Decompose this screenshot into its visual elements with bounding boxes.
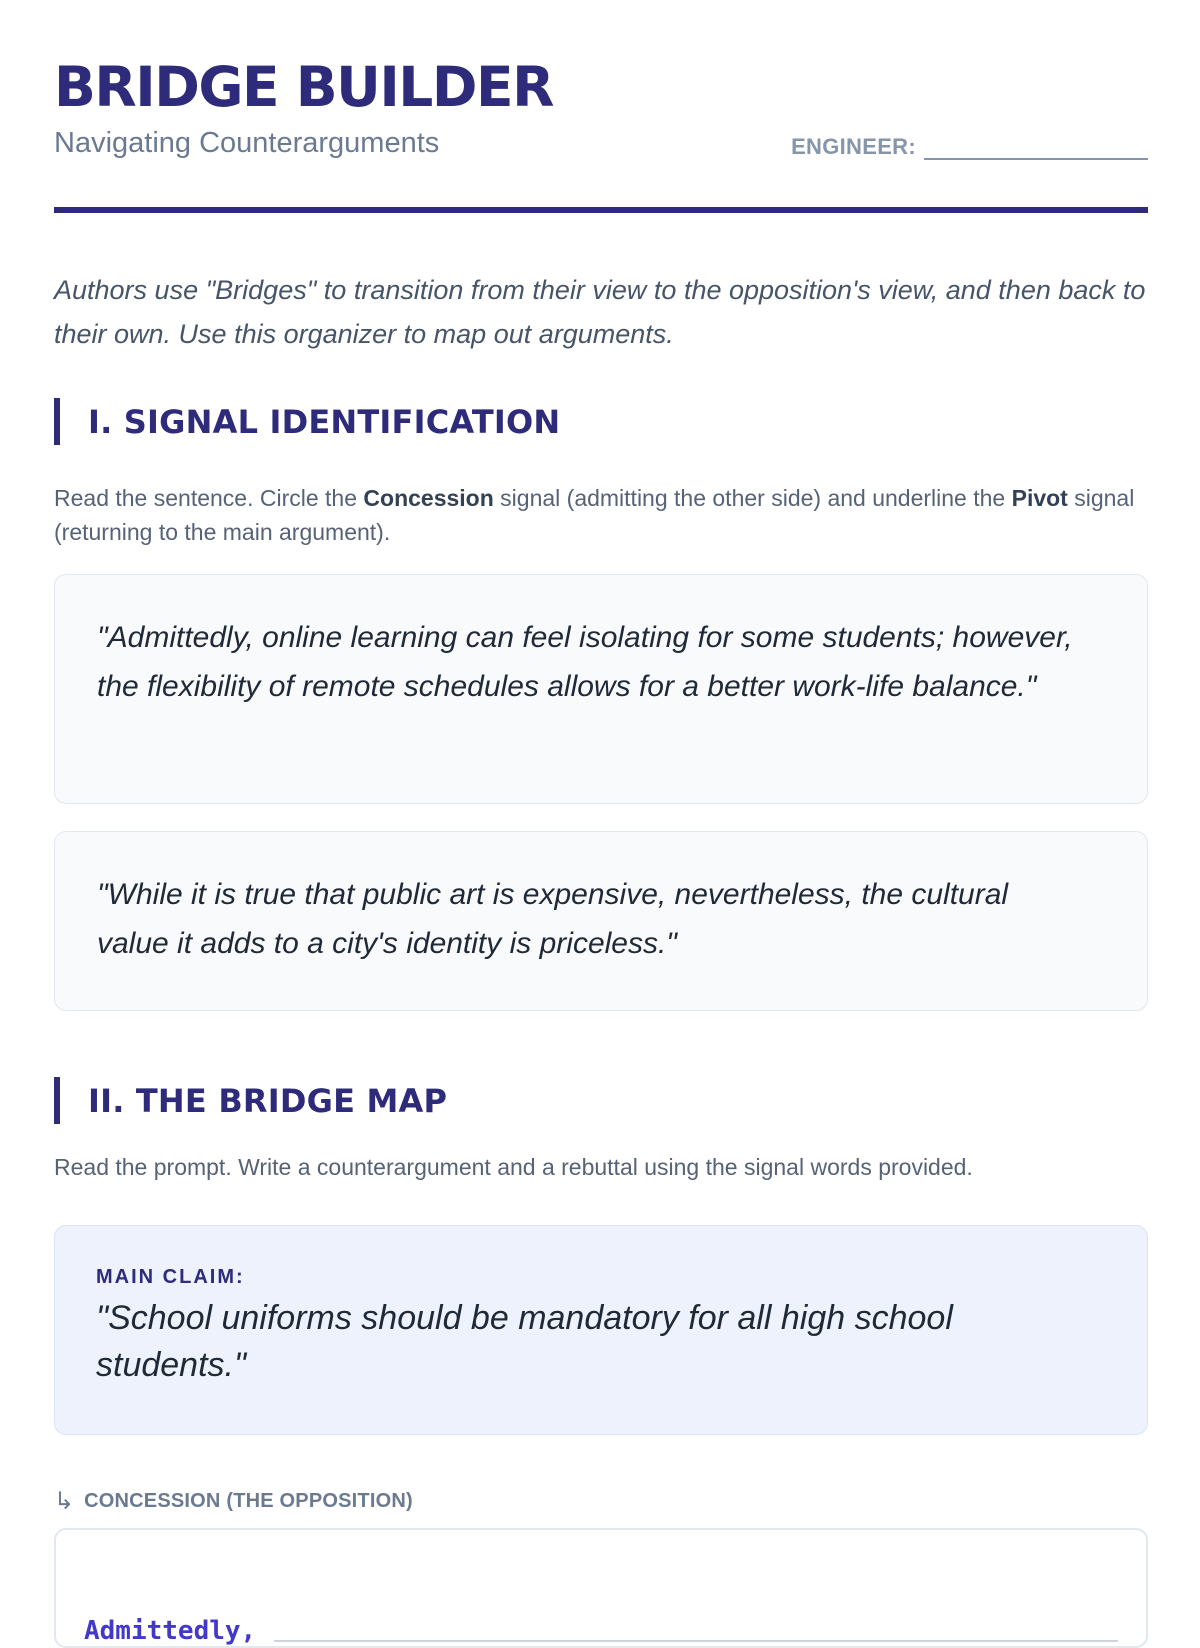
concession-heading: [54, 1487, 413, 1516]
quote-box-2[interactable]: [54, 831, 1148, 1011]
section-1-instructions: [54, 481, 1148, 549]
answer-row: [84, 1616, 1118, 1646]
header-divider: [54, 207, 1148, 213]
engineer-name-field[interactable]: [791, 134, 1148, 160]
instruction-text: signal (admitting the other side) and underline the: [493, 485, 1012, 511]
return-arrow-icon: ↳: [54, 1488, 75, 1515]
main-claim-text: "School uniforms should be mandatory for all high school students.": [96, 1299, 953, 1384]
quote-text: "Admittedly, online learning can feel isolating for some students; however, the flexibility of remote schedules allows for a better work-life balance.": [97, 621, 1073, 703]
worksheet-subtitle: Navigating Counterarguments: [54, 127, 440, 159]
intro-text: Authors use "Bridges" to transition from their view to the opposition's view, and then back to their own. Use this organizer to map out arguments.: [54, 275, 1146, 349]
concession-label: CONCESSION (THE OPPOSITION): [84, 1490, 413, 1512]
concession-answer-box[interactable]: [54, 1528, 1148, 1648]
section-accent-bar: [54, 1077, 60, 1124]
section-1-title: I. SIGNAL IDENTIFICATION: [88, 402, 561, 441]
section-1-heading: [54, 398, 560, 445]
main-claim-box: [54, 1225, 1148, 1435]
worksheet-title: BRIDGE BUILDER: [54, 55, 553, 119]
instruction-text: Read the sentence. Circle the: [54, 485, 364, 511]
section-2-title: II. THE BRIDGE MAP: [88, 1081, 448, 1120]
concession-starter: Admittedly,: [84, 1616, 257, 1646]
main-claim-label: MAIN CLAIM:: [96, 1266, 245, 1288]
engineer-label: ENGINEER:: [791, 134, 916, 159]
pivot-keyword: Pivot: [1011, 485, 1068, 511]
quote-box-1[interactable]: [54, 574, 1148, 804]
concession-keyword: Concession: [363, 485, 494, 511]
section-2-heading: [54, 1077, 447, 1124]
section-2-instructions: Read the prompt. Write a counterargument and a rebuttal using the signal words provided.: [54, 1154, 973, 1180]
instruction-text: signal (returning to the main argument).: [54, 485, 1135, 545]
answer-blank-line[interactable]: [274, 1622, 1118, 1642]
engineer-blank-line[interactable]: [924, 136, 1148, 160]
quote-text: "While it is true that public art is expensive, nevertheless, the cultural value it adds to a city's identity is priceless.": [97, 878, 1009, 960]
section-accent-bar: [54, 398, 60, 445]
